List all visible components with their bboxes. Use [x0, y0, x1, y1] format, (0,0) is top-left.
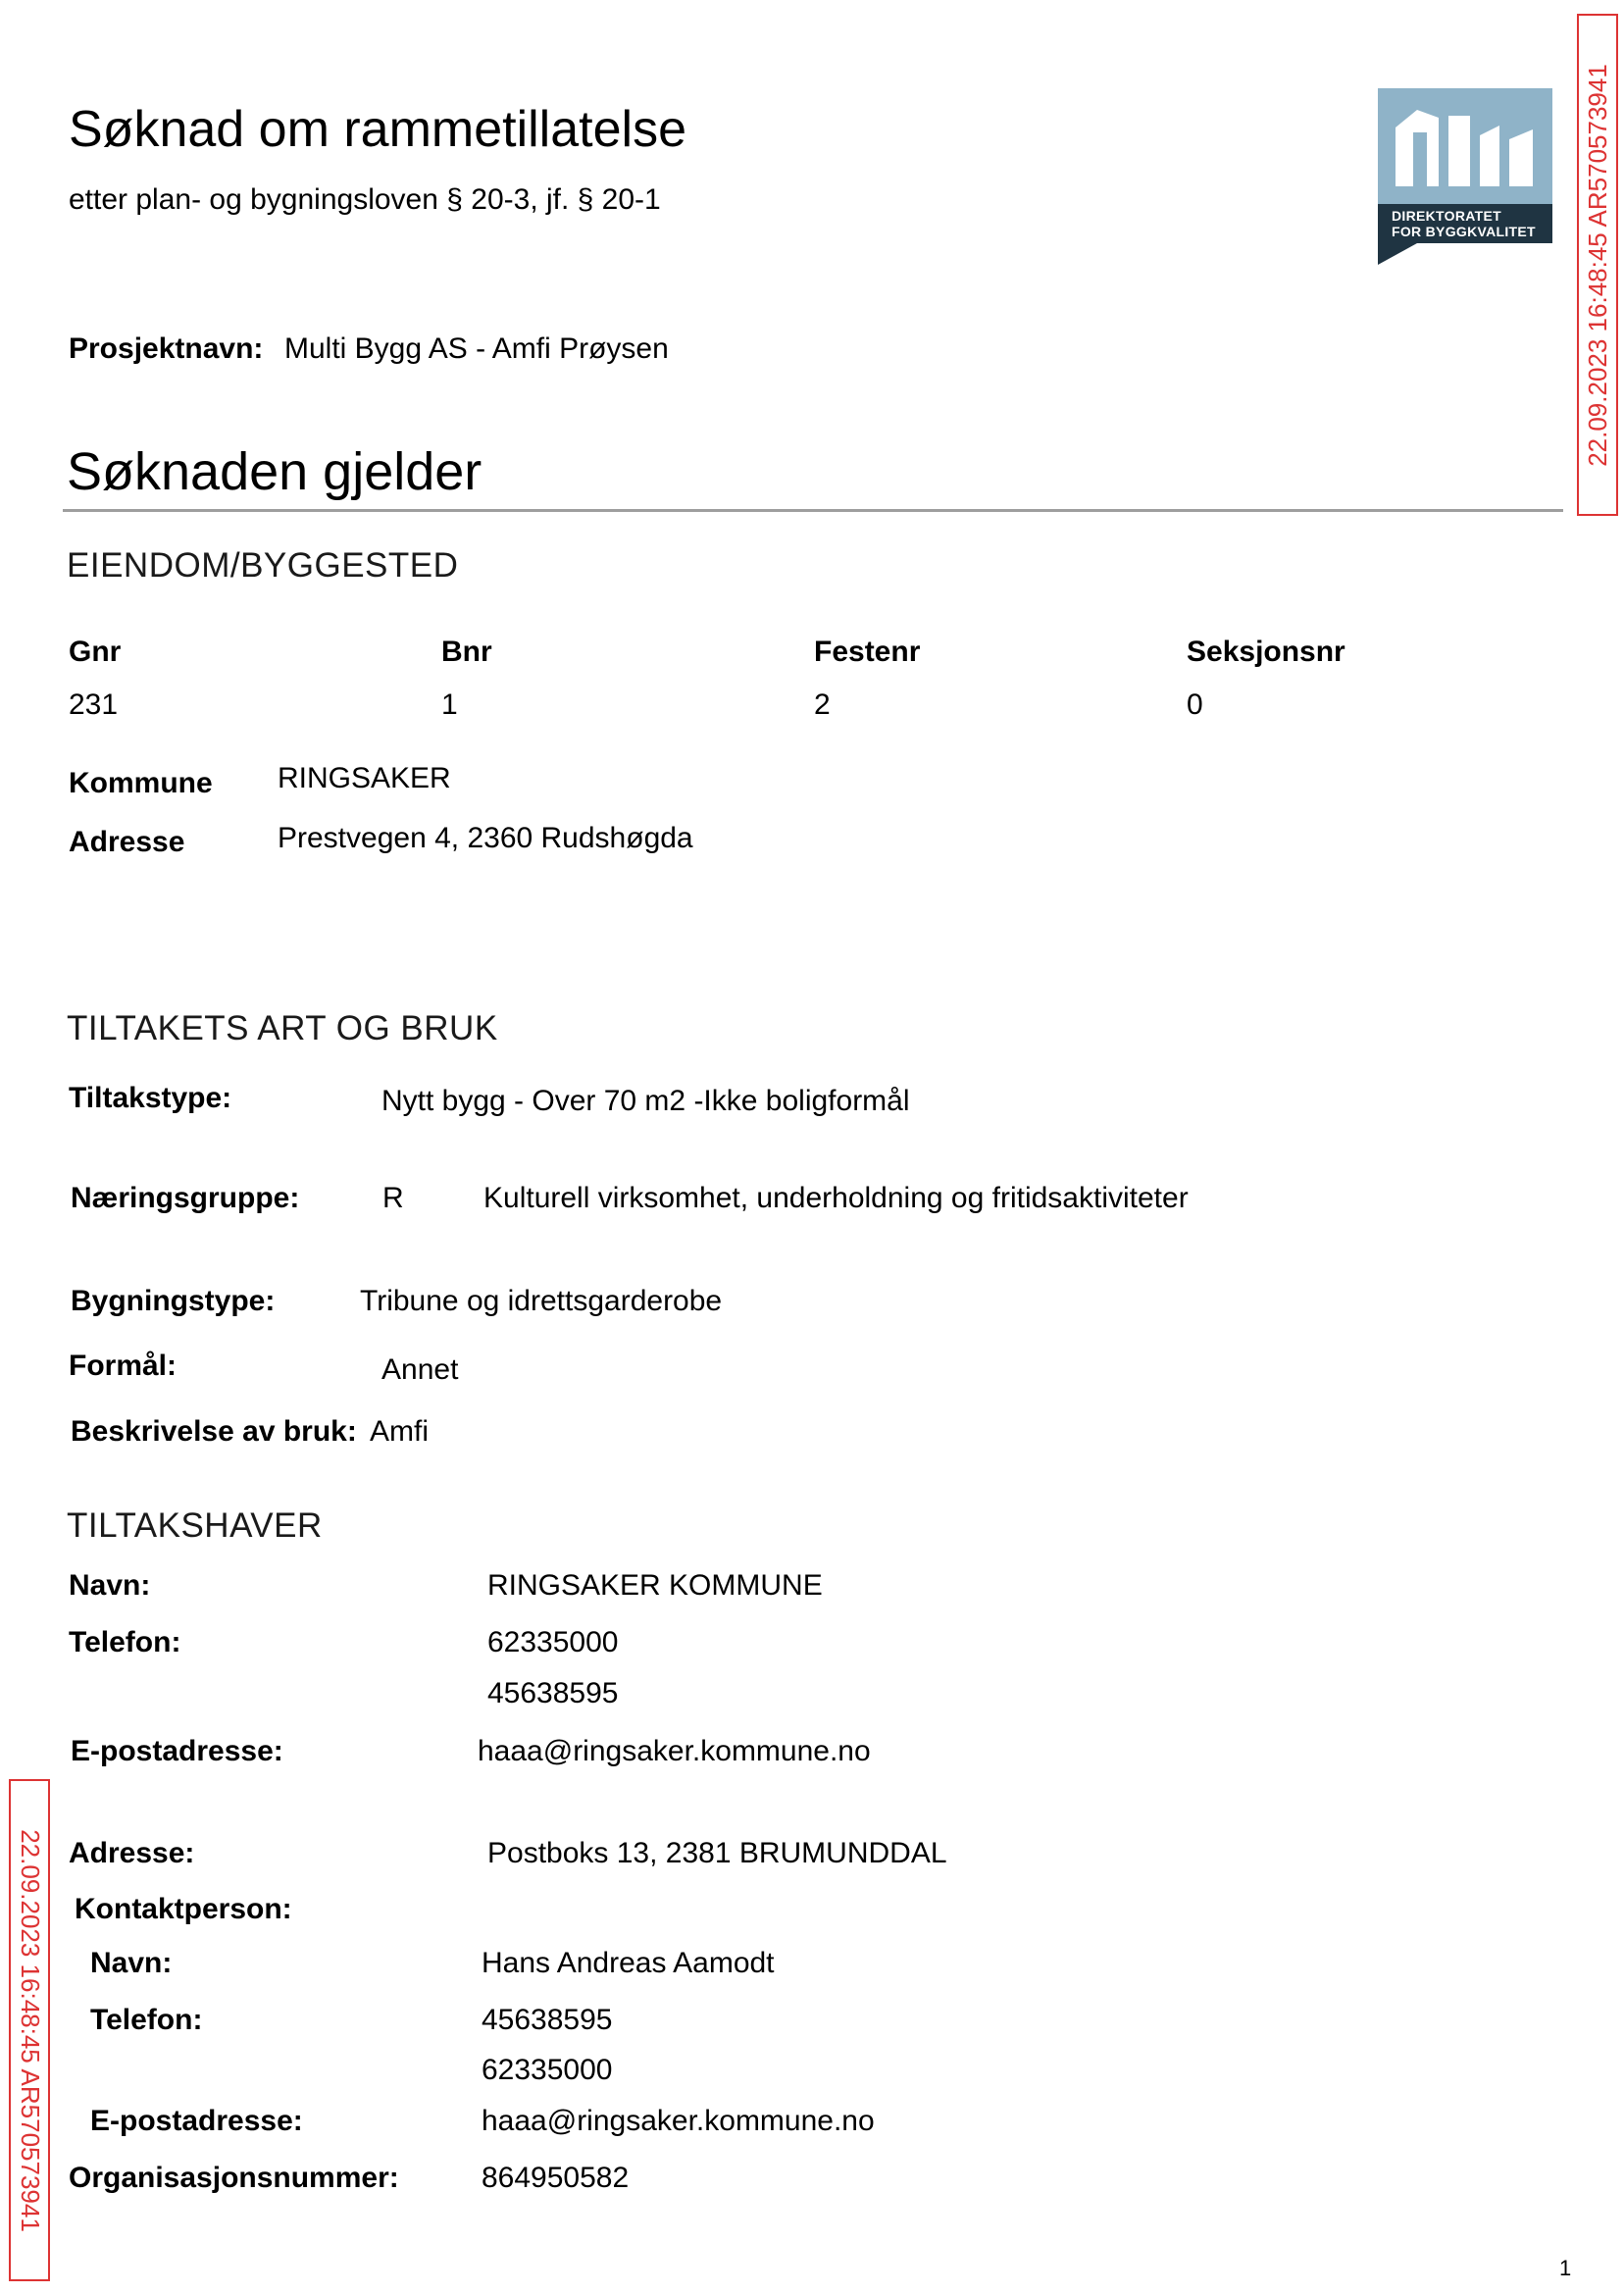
document-subtitle: etter plan- og bygningsloven § 20-3, jf. § 20-1: [69, 183, 661, 216]
kontakt-navn-label: Navn:: [90, 1947, 173, 1979]
tiltakshaver-heading: TILTAKSHAVER: [67, 1506, 323, 1545]
seksjonsnr-header: Seksjonsnr: [1187, 636, 1345, 668]
logo-emblem: [1378, 88, 1552, 204]
tiltakshaver-navn-value: RINGSAKER KOMMUNE: [487, 1569, 823, 1602]
tiltakshaver-navn-label: Navn:: [69, 1569, 151, 1602]
section-title: Søknaden gjelder: [67, 442, 482, 501]
tiltakshaver-epost-label: E-postadresse:: [71, 1735, 283, 1767]
bnr-value: 1: [441, 688, 458, 721]
registration-stamp-top: [1577, 14, 1618, 516]
festenr-value: 2: [814, 688, 831, 721]
tiltakshaver-telefon-label: Telefon:: [69, 1626, 181, 1658]
eiendom-heading: EIENDOM/BYGGESTED: [67, 546, 459, 585]
page-number: 1: [1559, 2256, 1572, 2280]
beskrivelse-label: Beskrivelse av bruk:: [71, 1415, 357, 1448]
tiltakshaver-adresse-label: Adresse:: [69, 1837, 195, 1869]
festenr-header: Festenr: [814, 636, 921, 668]
kontakt-navn-value: Hans Andreas Aamodt: [482, 1947, 775, 1979]
formal-value: Annet: [381, 1353, 459, 1386]
orgnr-label: Organisasjonsnummer:: [69, 2162, 399, 2194]
seksjonsnr-value: 0: [1187, 688, 1203, 721]
logo-text-line2: FOR BYGGKVALITET: [1392, 224, 1536, 239]
dibk-logo: [1378, 88, 1552, 275]
logo-text-line1: DIREKTORATET: [1392, 208, 1501, 224]
registration-stamp-bottom: [9, 1779, 50, 2281]
bygningstype-value: Tribune og idrettsgarderobe: [360, 1285, 723, 1317]
kontakt-epost-label: E-postadresse:: [90, 2105, 303, 2137]
naeringsgruppe-value: Kulturell virksomhet, underholdning og fritidsaktiviteter: [483, 1182, 1189, 1214]
tiltakshaver-epost-value: haaa@ringsaker.kommune.no: [478, 1735, 871, 1767]
tiltakstype-label: Tiltakstype:: [69, 1082, 232, 1114]
building-icon: [1378, 88, 1552, 204]
kontakt-telefon-1: 45638595: [482, 2004, 613, 2036]
tiltakshaver-adresse-value: Postboks 13, 2381 BRUMUNDDAL: [487, 1837, 947, 1869]
kontakt-telefon-2: 62335000: [482, 2054, 613, 2086]
stamp-text: 22.09.2023 16:48:45 AR570573941: [1582, 63, 1612, 467]
adresse-value: Prestvegen 4, 2360 Rudshøgda: [278, 822, 693, 854]
kontakt-telefon-label: Telefon:: [90, 2004, 203, 2036]
orgnr-value: 864950582: [482, 2162, 630, 2194]
gnr-header: Gnr: [69, 636, 122, 668]
project-value: Multi Bygg AS - Amfi Prøysen: [284, 332, 669, 365]
bnr-header: Bnr: [441, 636, 492, 668]
document-title: Søknad om rammetillatelse: [69, 101, 686, 158]
tiltak-heading: TILTAKETS ART OG BRUK: [67, 1009, 498, 1047]
naeringsgruppe-code: R: [382, 1182, 404, 1214]
formal-label: Formål:: [69, 1350, 178, 1382]
tiltakshaver-telefon-1: 62335000: [487, 1626, 619, 1658]
tiltakshaver-telefon-2: 45638595: [487, 1677, 619, 1709]
stamp-text: 22.09.2023 16:48:45 AR570573941: [15, 1828, 45, 2232]
bygningstype-label: Bygningstype:: [71, 1285, 276, 1317]
beskrivelse-value: Amfi: [370, 1415, 429, 1448]
adresse-label: Adresse: [69, 826, 185, 858]
section-divider: [63, 509, 1563, 512]
tiltakstype-value: Nytt bygg - Over 70 m2 -Ikke boligformål: [381, 1085, 910, 1117]
kontakt-epost-value: haaa@ringsaker.kommune.no: [482, 2105, 875, 2137]
project-label: Prosjektnavn:: [69, 332, 264, 365]
gnr-value: 231: [69, 688, 119, 721]
kommune-value: RINGSAKER: [278, 762, 451, 794]
kommune-label: Kommune: [69, 767, 213, 799]
kontaktperson-label: Kontaktperson:: [75, 1893, 292, 1925]
naeringsgruppe-label: Næringsgruppe:: [71, 1182, 300, 1214]
